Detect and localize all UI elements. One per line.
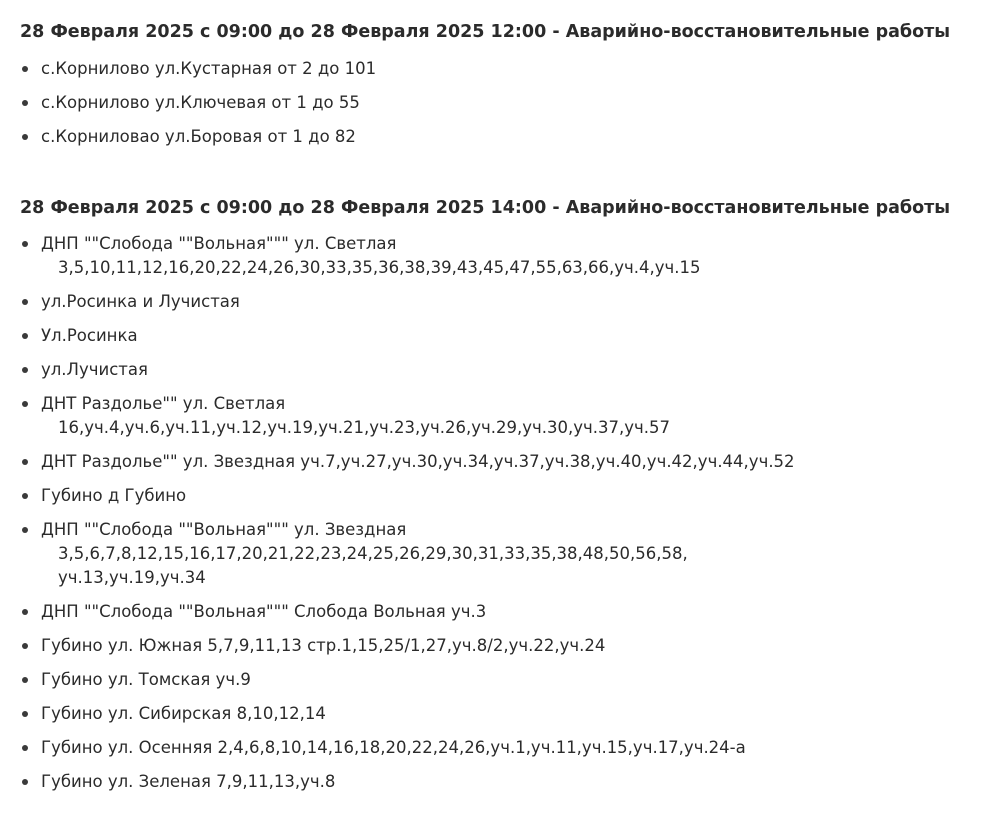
address-item	[20, 324, 1000, 348]
bullet-icon	[22, 643, 28, 649]
section-title: 28 Февраля 2025 с 09:00 до 28 Февраля 2025 12:00 - Аварийно-восстановительные работы	[20, 22, 951, 42]
bullet-icon	[22, 134, 28, 140]
address-item	[20, 736, 1000, 760]
address-item	[20, 125, 1000, 149]
address-text: Ул.Росинка	[41, 326, 138, 345]
address-item	[20, 232, 1000, 280]
address-item	[20, 702, 1000, 726]
address-item	[20, 358, 1000, 382]
address-item	[20, 770, 1000, 794]
bullet-icon	[22, 333, 28, 339]
house-numbers: 3,5,10,11,12,16,20,22,24,26,30,33,35,36,38,39,43,45,47,55,63,66,уч.4,уч.15	[58, 258, 701, 277]
address-text: Губино ул. Зеленая 7,9,11,13,уч.8	[41, 772, 336, 791]
bullet-icon	[22, 609, 28, 615]
address-text: с.Корнилово ул.Кустарная от 2 до 101	[41, 59, 377, 78]
address-item	[20, 57, 1000, 81]
address-item	[20, 600, 1000, 624]
address-text: ул.Росинка и Лучистая	[41, 292, 240, 311]
section-title: 28 Февраля 2025 с 09:00 до 28 Февраля 2025 14:00 - Аварийно-восстановительные работы	[20, 198, 951, 218]
house-numbers: 3,5,6,7,8,12,15,16,17,20,21,22,23,24,25,26,29,30,31,33,35,38,48,50,56,58,	[58, 544, 688, 563]
address-text: ул.Лучистая	[41, 360, 148, 379]
address-item	[20, 518, 1000, 590]
address-text: с.Корниловао ул.Боровая от 1 до 82	[41, 127, 356, 146]
address-list	[20, 232, 1000, 794]
bullet-icon	[22, 100, 28, 106]
bullet-icon	[22, 299, 28, 305]
bullet-icon	[22, 401, 28, 407]
address-item	[20, 668, 1000, 692]
house-numbers: 16,уч.4,уч.6,уч.11,уч.12,уч.19,уч.21,уч.23,уч.26,уч.29,уч.30,уч.37,уч.57	[58, 418, 670, 437]
bullet-icon	[22, 527, 28, 533]
address-item	[20, 484, 1000, 508]
bullet-icon	[22, 745, 28, 751]
address-text: Губино ул. Томская уч.9	[41, 670, 251, 689]
bullet-icon	[22, 66, 28, 72]
bullet-icon	[22, 459, 28, 465]
outage-section	[20, 196, 1000, 804]
address-text: ДНП ""Слобода ""Вольная""" ул. Светлая	[41, 234, 397, 253]
address-item	[20, 634, 1000, 658]
bullet-icon	[22, 241, 28, 247]
address-text: ДНТ Раздолье"" ул. Светлая	[41, 394, 286, 413]
outage-section	[20, 20, 1000, 159]
address-text: Губино д Губино	[41, 486, 187, 505]
bullet-icon	[22, 493, 28, 499]
bullet-icon	[22, 711, 28, 717]
address-text: Губино ул. Южная 5,7,9,11,13 стр.1,15,25/1,27,уч.8/2,уч.22,уч.24	[41, 636, 606, 655]
bullet-icon	[22, 367, 28, 373]
bullet-icon	[22, 677, 28, 683]
address-item	[20, 392, 1000, 440]
address-item	[20, 91, 1000, 115]
bullet-icon	[22, 779, 28, 785]
address-item	[20, 450, 1000, 474]
address-text: ДНТ Раздолье"" ул. Звездная уч.7,уч.27,уч.30,уч.34,уч.37,уч.38,уч.40,уч.42,уч.44,уч.52	[41, 452, 795, 471]
address-item	[20, 290, 1000, 314]
address-list	[20, 57, 1000, 149]
address-text: ДНП ""Слобода ""Вольная""" Слобода Вольная уч.3	[41, 602, 487, 621]
house-numbers: уч.13,уч.19,уч.34	[58, 568, 206, 587]
address-text: с.Корнилово ул.Ключевая от 1 до 55	[41, 93, 360, 112]
address-text: Губино ул. Сибирская 8,10,12,14	[41, 704, 326, 723]
address-text: ДНП ""Слобода ""Вольная""" ул. Звездная	[41, 520, 407, 539]
address-text: Губино ул. Осенняя 2,4,6,8,10,14,16,18,20,22,24,26,уч.1,уч.11,уч.15,уч.17,уч.24-а	[41, 738, 746, 757]
